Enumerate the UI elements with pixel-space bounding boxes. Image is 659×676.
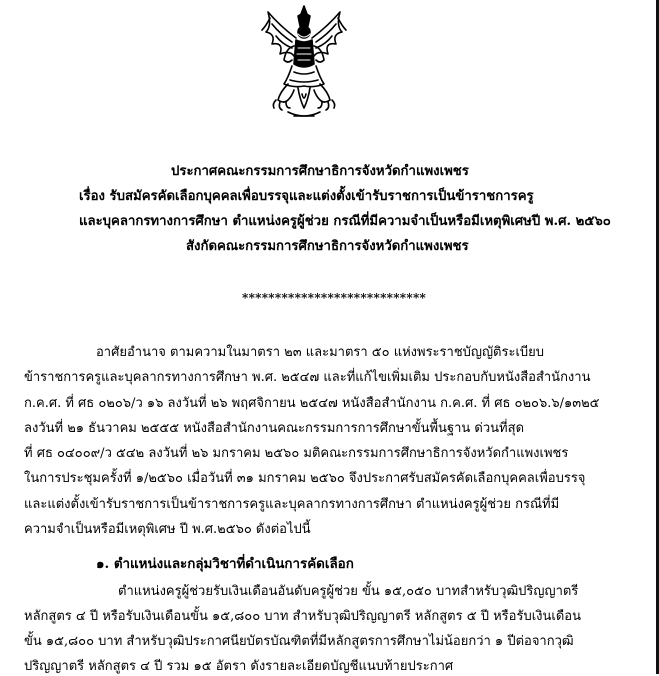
paragraph-2-line: ปริญญาตรี หลักสูตร ๔ ปี รวม ๑๕ อัตรา ดังรายละเอียดบัญชีแนบท้ายประกาศ [24, 659, 454, 674]
section-1-heading: ๑. ตำแหน่งและกลุ่มวิชาที่ดำเนินการคัดเลือก [96, 556, 354, 572]
paragraph-2-line: ตำแหน่งครูผู้ช่วยรับเงินเดือนอันดับครูผู้ช่วย ขั้น ๑๕,๐๕๐ บาทสำหรับวุฒิปริญญาตรี [118, 584, 579, 599]
garuda-emblem-icon [258, 4, 350, 122]
announcement-title: ประกาศคณะกรรมการศึกษาธิการจังหวัดกำแพงเพชร [171, 164, 469, 179]
paragraph-1-line: ก.ค.ศ. ที่ ศธ ๐๒๐๖/ว ๑๖ ลงวันที่ ๒๖ พฤศจิกายน ๒๕๔๗ หนังสือสำนักงาน ก.ค.ศ. ที่ ศธ ๐๒๐๖.๖/๑๓๒๕ [24, 396, 600, 411]
paragraph-1-line: ที่ ศธ ๐๔๐๐๙/ว ๕๔๒ ลงวันที่ ๒๖ มกราคม ๒๕๖๐ มติคณะกรรมการศึกษาธิการจังหวัดกำแพงเพชร [24, 446, 569, 461]
paragraph-1-line: และแต่งตั้งเข้ารับราชการเป็นข้าราชการครูและบุคลากรทางการศึกษา ตำแหน่งครูผู้ช่วย กรณีที่มี [24, 497, 560, 512]
separator-stars: **************************** [242, 291, 427, 305]
paragraph-2-line: ขั้น ๑๕,๘๐๐ บาท สำหรับวุฒิประกาศนียบัตรบัณฑิตที่มีหลักสูตรการศึกษาไม่น้อยกว่า ๑ ปีต่อจากวุฒิ [24, 634, 574, 649]
announcement-affiliation: สังกัดคณะกรรมการศึกษาธิการจังหวัดกำแพงเพชร [186, 239, 469, 254]
paragraph-1-line: ในการประชุมครั้งที่ ๑/๒๕๖๐ เมื่อวันที่ ๓๑ มกราคม ๒๕๖๐ จึงประกาศรับสมัครคัดเลือกบุคคลเพื่อบรรจุ [24, 471, 586, 486]
paragraph-1-line: ลงวันที่ ๒๑ ธันวาคม ๒๕๕๕ หนังสือสำนักงานคณะกรรมการการศึกษาขั้นพื้นฐาน ด่วนที่สุด [24, 421, 525, 436]
paragraph-2-line: หลักสูตร ๔ ปี หรือรับเงินเดือนขั้น ๑๕,๘๐๐ บาท สำหรับวุฒิปริญญาตรี หลักสูตร ๕ ปี หรือรับเงินเดือน [24, 609, 581, 624]
paragraph-1-line: ข้าราชการครูและบุคลากรทางการศึกษา พ.ศ. ๒๕๔๗ และที่แก้ไขเพิ่มเติม ประกอบกับหนังสือสำนักงาน [24, 370, 591, 385]
announcement-subject-line-2: และบุคลากรทางการศึกษา ตำแหน่งครูผู้ช่วย กรณีที่มีความจำเป็นหรือมีเหตุพิเศษปี พ.ศ. ๒๕๖๐ [79, 214, 611, 229]
paragraph-1-line: อาศัยอำนาจ ตามความในมาตรา ๒๓ และมาตรา ๕๐ แห่งพระราชบัญญัติระเบียบ [96, 345, 545, 360]
announcement-subject: เรื่อง รับสมัครคัดเลือกบุคคลเพื่อบรรจุและแต่งตั้งเข้ารับราชการเป็นข้าราชการครู [79, 189, 534, 204]
paragraph-1-line: ความจำเป็นหรือมีเหตุพิเศษ ปี พ.ศ.๒๕๖๐ ดังต่อไปนี้ [24, 522, 311, 537]
